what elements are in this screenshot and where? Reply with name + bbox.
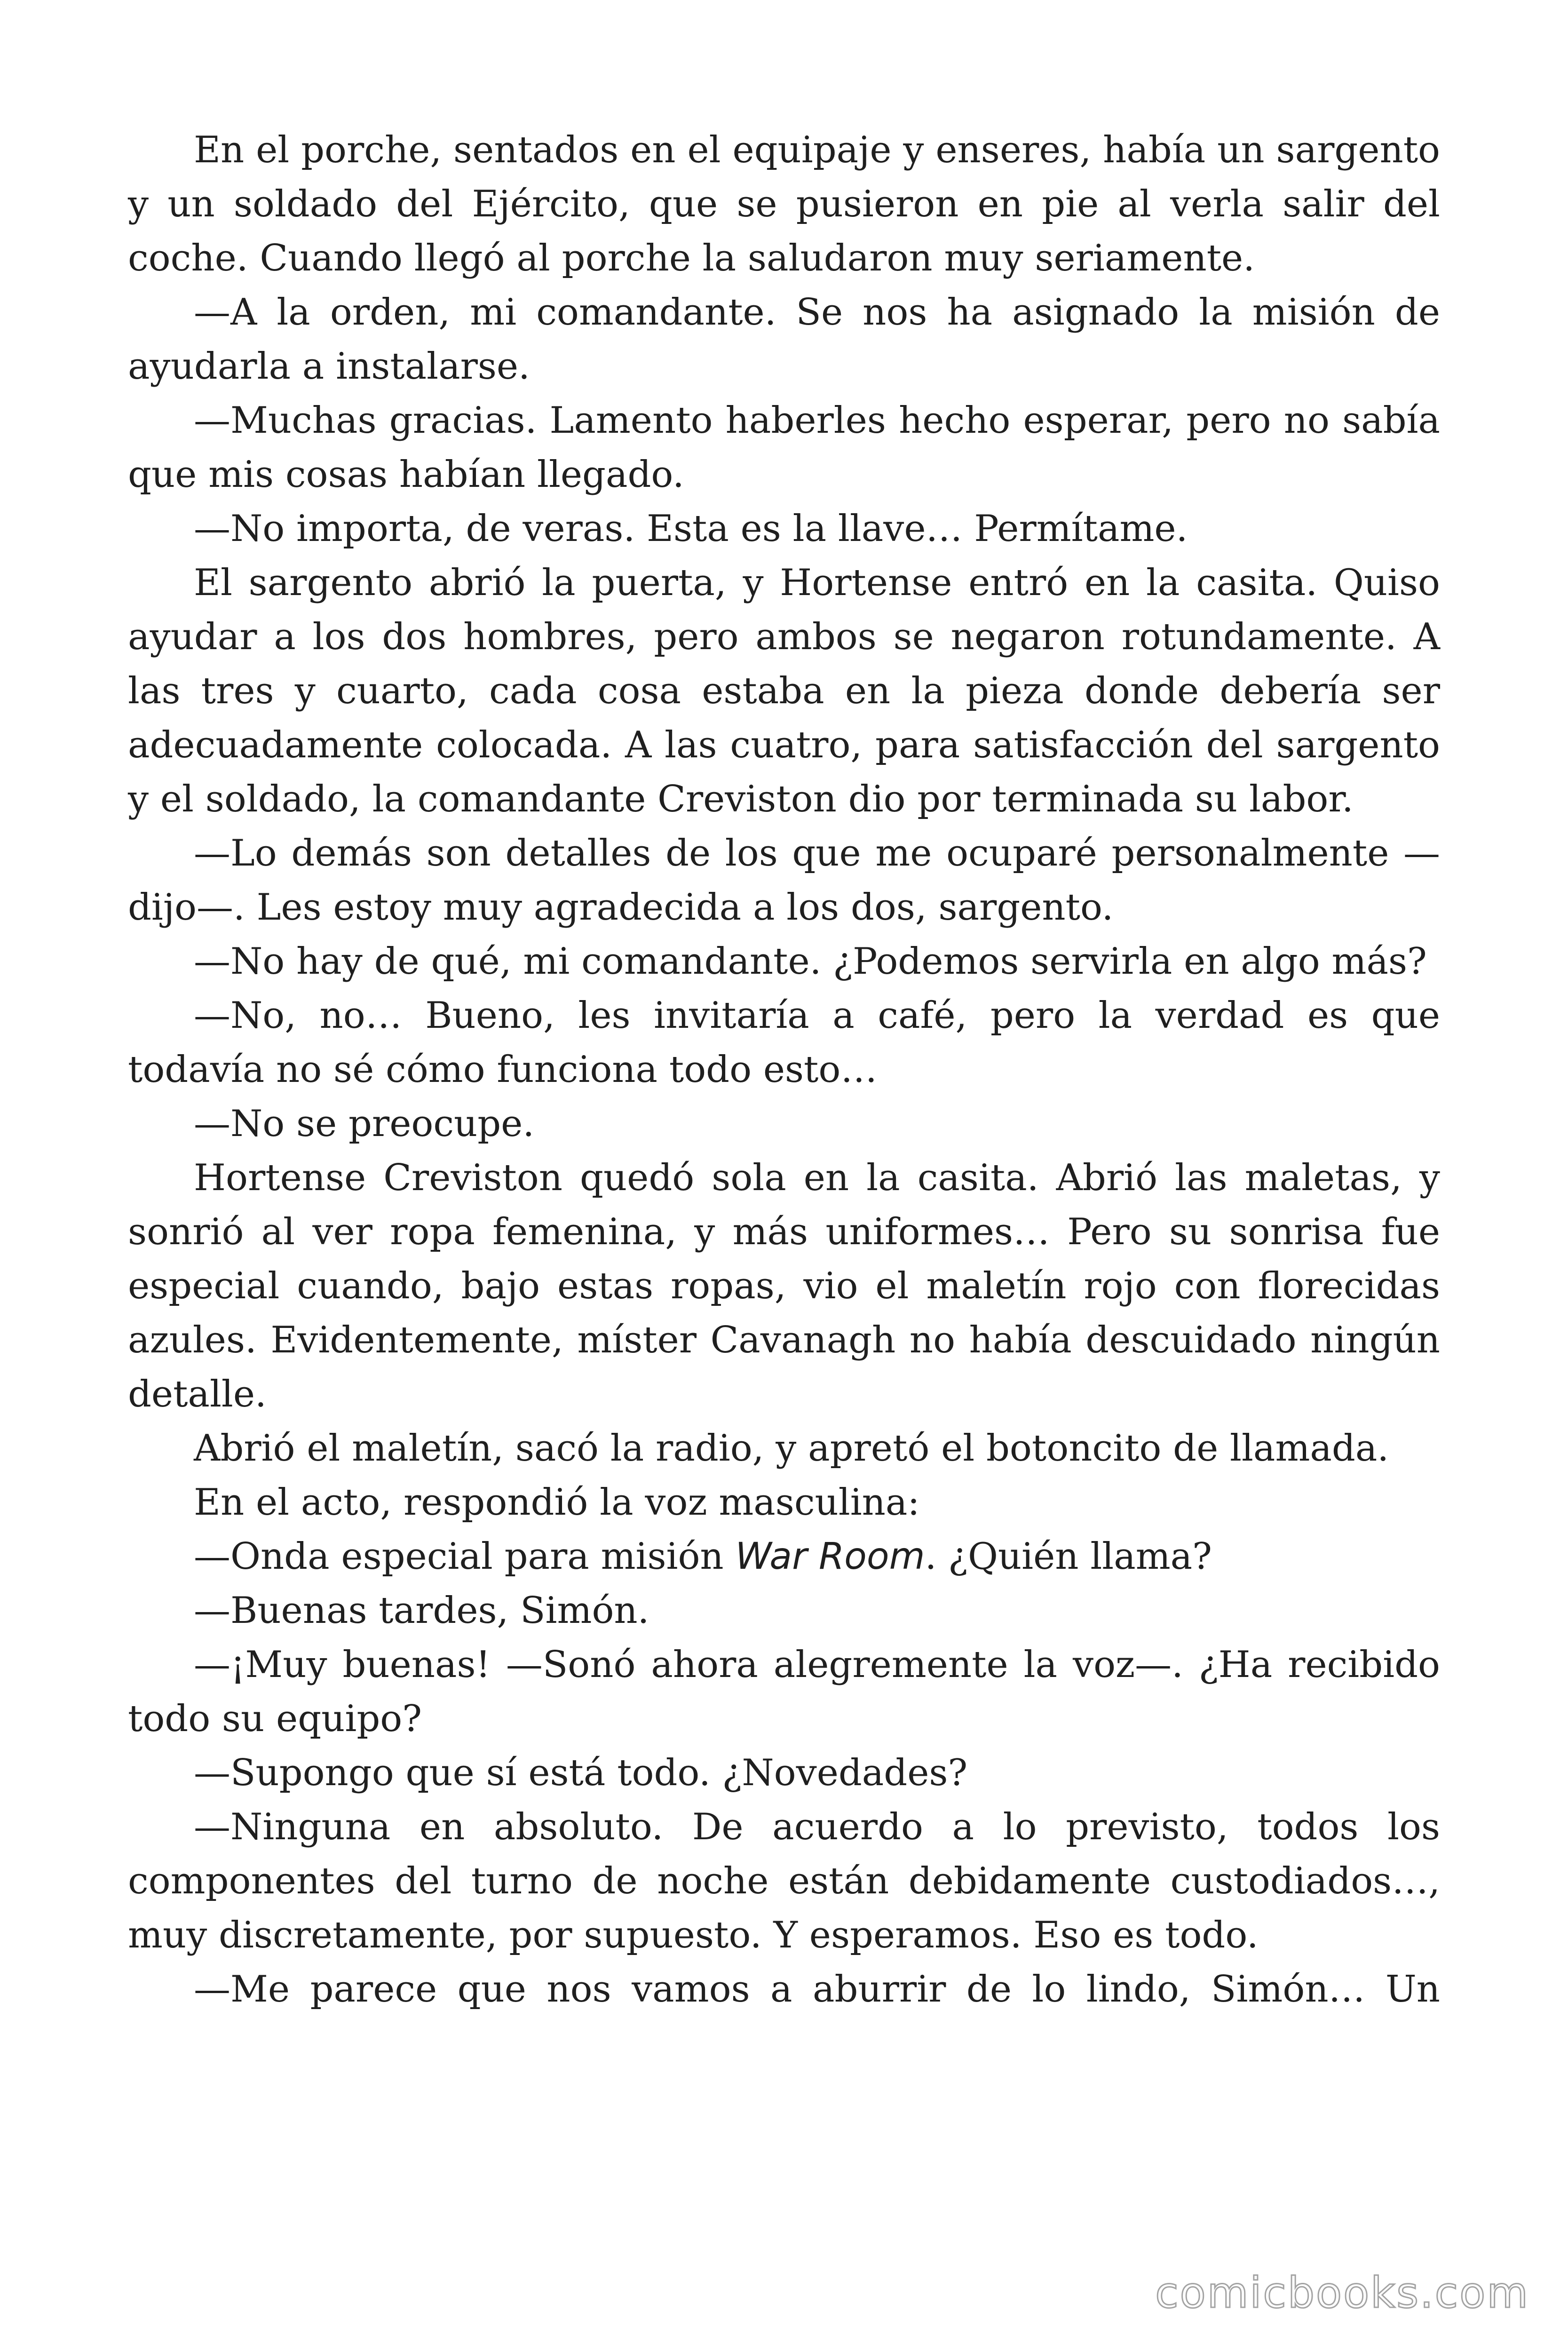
text-segment: En el acto, respondió la voz masculina:	[194, 1481, 920, 1524]
paragraph	[128, 394, 1440, 502]
text-segment: —Onda especial para misión	[194, 1535, 736, 1578]
paragraph	[128, 123, 1440, 286]
paragraph	[128, 1097, 1440, 1151]
paragraph	[128, 1584, 1440, 1638]
paragraph	[128, 989, 1440, 1097]
paragraph	[128, 1530, 1440, 1584]
paragraph	[128, 1638, 1440, 1746]
paragraph	[128, 1422, 1440, 1476]
paragraph	[128, 502, 1440, 556]
text-segment: Abrió el maletín, sacó la radio, y apretó el botoncito de llamada.	[194, 1427, 1389, 1470]
text-segment: —Muchas gracias. Lamento haberles hecho esperar, pero no sabía que mis cosas habían llegado.	[128, 399, 1440, 496]
italic-text-segment: War Room	[735, 1535, 925, 1578]
paragraph	[128, 1800, 1440, 1963]
text-segment: —¡Muy buenas! —Sonó ahora alegremente la voz—. ¿Ha recibido todo su equipo?	[128, 1644, 1440, 1740]
watermark: comicbooks.com	[1155, 2268, 1529, 2318]
text-segment: —Lo demás son detalles de los que me ocuparé personalmente —dijo—. Les estoy muy agradecida a los dos, sargento.	[128, 832, 1440, 929]
text-segment: Hortense Creviston quedó sola en la casita. Abrió las maletas, y sonrió al ver ropa femenina, y más uniformes… Pero su sonrisa fue especial cuando, bajo estas ropas, vio el maletín rojo con florecidas azules. Evidentemente, míster Cavanagh no había descuidado ningún detalle.	[128, 1157, 1440, 1415]
text-segment: —Supongo que sí está todo. ¿Novedades?	[194, 1752, 968, 1794]
text-segment: —No, no… Bueno, les invitaría a café, pero la verdad es que todavía no sé cómo funciona todo esto…	[128, 994, 1440, 1091]
paragraph	[128, 935, 1440, 989]
text-segment: —No hay de qué, mi comandante. ¿Podemos servirla en algo más?	[194, 940, 1427, 983]
text-segment: —No importa, de veras. Esta es la llave… Permítame.	[194, 508, 1188, 550]
text-segment: —No se preocupe.	[194, 1103, 535, 1145]
text-segment: En el porche, sentados en el equipaje y enseres, había un sargento y un soldado del Ejército, que se pusieron en pie al verla salir del coche. Cuando llegó al porche la saludaron muy seriamente.	[128, 129, 1440, 279]
paragraph	[128, 286, 1440, 394]
paragraph	[128, 826, 1440, 935]
text-segment: —Ninguna en absoluto. De acuerdo a lo previsto, todos los componentes del turno de noche están debidamente custodiados…, muy discretamente, por supuesto. Y esperamos. Eso es todo.	[128, 1806, 1440, 1956]
text-segment: . ¿Quién llama?	[925, 1535, 1212, 1578]
body-text	[128, 123, 1440, 2017]
paragraph	[128, 1746, 1440, 1800]
paragraph	[128, 1963, 1440, 2017]
text-segment: El sargento abrió la puerta, y Hortense entró en la casita. Quiso ayudar a los dos hombres, pero ambos se negaron rotundamente. A las tres y cuarto, cada cosa estaba en la pieza donde debería ser adecuadamente colocada. A las cuatro, para satisfacción del sargento y el soldado, la comandante Creviston dio por terminada su labor.	[128, 562, 1440, 820]
paragraph	[128, 1151, 1440, 1422]
paragraph	[128, 1476, 1440, 1530]
text-segment: —A la orden, mi comandante. Se nos ha asignado la misión de ayudarla a instalarse.	[128, 291, 1440, 388]
text-segment: —Me parece que nos vamos a aburrir de lo lindo, Simón… Un	[194, 1968, 1440, 2010]
text-segment: —Buenas tardes, Simón.	[194, 1589, 649, 1632]
paragraph	[128, 556, 1440, 826]
